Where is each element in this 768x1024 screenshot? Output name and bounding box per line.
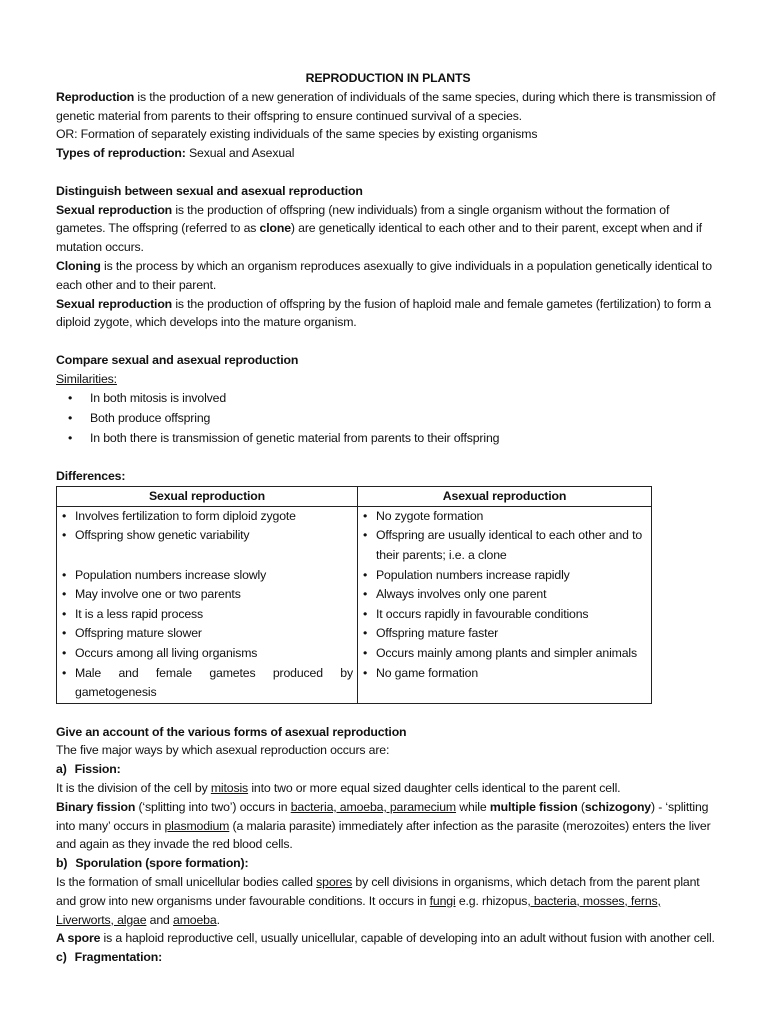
list-item: • In both mitosis is involved xyxy=(56,389,720,408)
column-header-asexual: Asexual reproduction xyxy=(358,487,652,507)
similarities-list xyxy=(56,389,720,448)
list-item: • Population numbers increase rapidly xyxy=(360,566,647,586)
list-item: • Offspring mature slower xyxy=(59,624,353,644)
list-item: • Offspring mature faster xyxy=(360,624,647,644)
differences-table xyxy=(56,486,652,704)
page-title: REPRODUCTION IN PLANTS xyxy=(305,71,471,85)
list-item: • Occurs among all living organisms xyxy=(59,644,353,664)
asexual-cell xyxy=(358,506,652,703)
sexual-definition: Sexual reproduction is the production of offspring by the fusion of haploid male and female gametes (fertilization) to form a diploid zygote, which develops into the mature organism. xyxy=(56,296,711,330)
list-item: • It is a less rapid process xyxy=(59,605,353,625)
list-item: • Both produce offspring xyxy=(56,409,720,428)
forms-intro: The five major ways by which asexual reproduction occurs are: xyxy=(56,743,390,758)
spore-definition: A spore is a haploid reproductive cell, usually unicellular, capable of developing into an adult without fusion with another cell. xyxy=(56,931,715,946)
list-item: • No zygote formation xyxy=(360,507,647,527)
differences-label: Differences: xyxy=(56,469,126,484)
fission-heading: a) Fission: xyxy=(56,762,121,777)
sporulation-heading: b) Sporulation (spore formation): xyxy=(56,856,249,871)
list-item: • Male and female gametes produced by gametogenesis xyxy=(59,664,353,703)
list-item: • Occurs mainly among plants and simpler animals xyxy=(360,644,647,664)
reproduction-definition: Reproduction is the production of a new generation of individuals of the same species, during which there is transmission of genetic material from parents to their offspring to ensure continued survival of a species. xyxy=(56,89,716,123)
list-item: • Always involves only one parent xyxy=(360,585,647,605)
fission-definition: It is the division of the cell by mitosis into two or more equal sized daughter cells identical to the parent cell. xyxy=(56,781,621,796)
binary-fission-text: Binary fission (‘splitting into two’) occurs in bacteria, amoeba, paramecium while multiple fission (schizogony) - ‘splitting into many’ occurs in plasmodium (a malaria parasite) immediately after infection as the parasite (merozoites) enters the liver and again as they invade the red blood cells. xyxy=(56,799,711,852)
forms-heading: Give an account of the various forms of asexual reproduction xyxy=(56,724,407,739)
list-item: • No game formation xyxy=(360,664,647,684)
types-of-reproduction: Types of reproduction: Sexual and Asexual xyxy=(56,146,295,161)
cloning-definition: Cloning is the process by which an organism reproduces asexually to give individuals in a population genetically identical to each other and to their parent. xyxy=(56,258,712,292)
distinguish-heading: Distinguish between sexual and asexual reproduction xyxy=(56,183,363,198)
similarities-label: Similarities: xyxy=(56,371,117,386)
list-item: • It occurs rapidly in favourable conditions xyxy=(360,605,647,625)
list-item: • May involve one or two parents xyxy=(59,585,353,605)
sporulation-definition: Is the formation of small unicellular bodies called spores by cell divisions in organisms, which detach from the parent plant and grow into new organisms under favourable conditions. It occurs in fungi e.g. rhizopus, bacteria, mosses, ferns, Liverworts, algae and amoeba. xyxy=(56,875,700,927)
list-item: • Involves fertilization to form diploid zygote xyxy=(59,507,353,527)
asexual-definition: Sexual reproduction is the production of offspring (new individuals) from a single organism without the formation of gametes. The offspring (referred to as clone) are genetically identical to each other and to their parent, except when and if mutation occurs. xyxy=(56,202,702,255)
document-body xyxy=(56,69,720,967)
list-item: • Population numbers increase slowly xyxy=(59,566,353,586)
reproduction-alt-definition: OR: Formation of separately existing individuals of the same species by existing organisms xyxy=(56,127,538,142)
table-row xyxy=(57,506,652,703)
column-header-sexual: Sexual reproduction xyxy=(57,487,358,507)
list-item: • In both there is transmission of genetic material from parents to their offspring xyxy=(56,429,720,448)
fragmentation-heading: c) Fragmentation: xyxy=(56,950,163,965)
list-item: • Offspring are usually identical to each other and to their parents; i.e. a clone xyxy=(360,526,647,565)
sexual-cell xyxy=(57,506,358,703)
compare-heading: Compare sexual and asexual reproduction xyxy=(56,352,299,367)
list-item: • Offspring show genetic variability xyxy=(59,526,353,546)
table-header-row xyxy=(57,487,652,507)
